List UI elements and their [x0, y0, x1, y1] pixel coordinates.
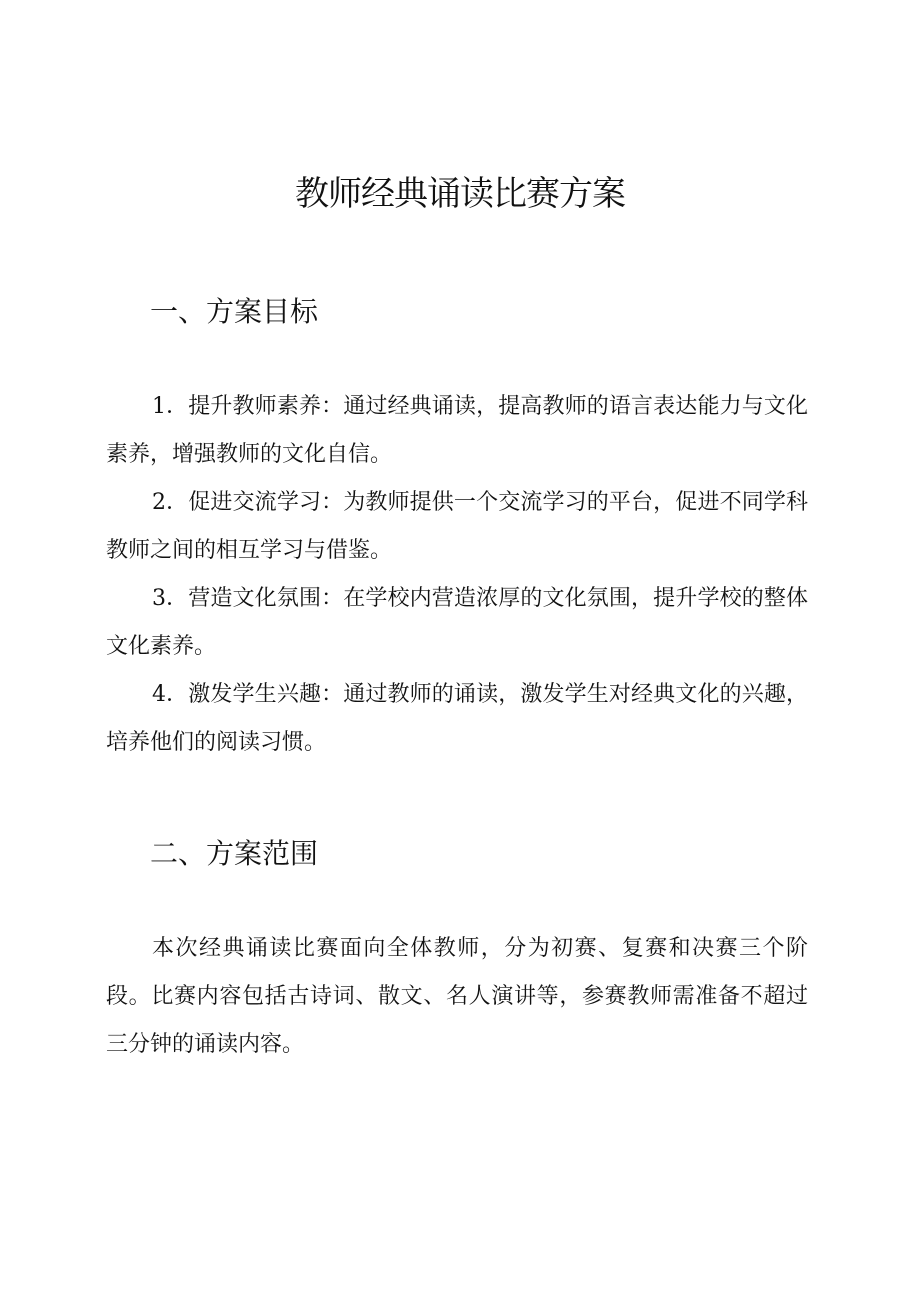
- goal-item-4: 4．激发学生兴趣：通过教师的诵读，激发学生对经典文化的兴趣，培养他们的阅读习惯。: [106, 682, 808, 755]
- goal-item-2: 2．促进交流学习：为教师提供一个交流学习的平台，促进不同学科教师之间的相互学习与借鉴。: [106, 490, 808, 563]
- scope-paragraph: 本次经典诵读比赛面向全体教师，分为初赛、复赛和决赛三个阶段。比赛内容包括古诗词、散文、名人演讲等，参赛教师需准备不超过三分钟的诵读内容。: [106, 936, 808, 1057]
- goal-item-1: 1．提升教师素养：通过经典诵读，提高教师的语言表达能力与文化素养，增强教师的文化自信。: [106, 394, 808, 467]
- document-title: 教师经典诵读比赛方案: [295, 174, 625, 214]
- goal-item-3: 3．营造文化氛围：在学校内营造浓厚的文化氛围，提升学校的整体文化素养。: [106, 586, 808, 659]
- section-heading-goals: 一、方案目标: [150, 295, 319, 328]
- section-heading-scope: 二、方案范围: [150, 837, 319, 870]
